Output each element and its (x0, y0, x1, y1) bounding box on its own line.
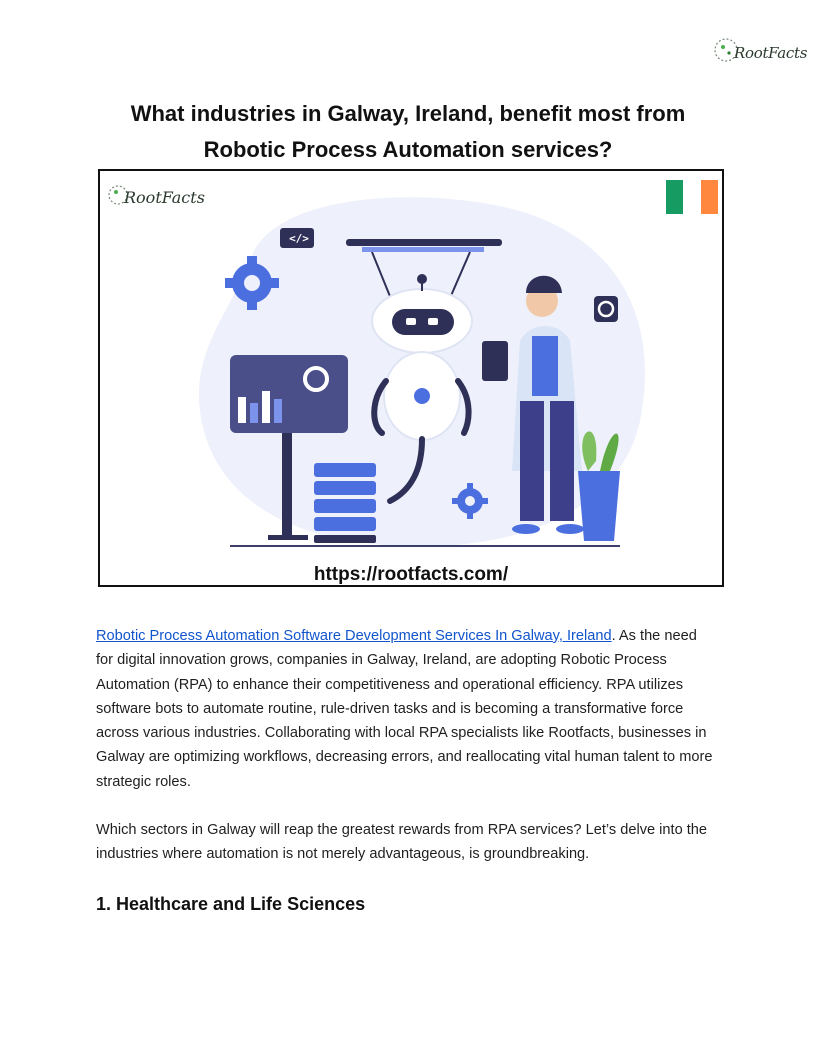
question-paragraph: Which sectors in Galway will reap the greatest rewards from RPA services? Let’s delve into the industries where automation is not merely advantageous, is groundbreaking. (96, 822, 708, 863)
server-rack-icon (314, 463, 376, 543)
hero-logo (108, 181, 205, 211)
dashboard-monitor (230, 355, 348, 433)
chart-badge-icon (594, 296, 618, 322)
rpa-services-link[interactable]: Robotic Process Automation Software Development Services In Galway, Ireland (96, 628, 612, 644)
hero-logo-text: RootFacts (124, 188, 205, 207)
intro-paragraph (96, 624, 716, 794)
flag-white-stripe (683, 180, 700, 214)
ireland-flag-icon (666, 180, 718, 214)
flag-orange-stripe (701, 180, 718, 214)
page-title: What industries in Galway, Ireland, benefit most from Robotic Process Automation services? (130, 101, 686, 162)
flag-green-stripe (666, 180, 683, 214)
code-tag-label: </> (289, 232, 309, 245)
article-body (96, 624, 716, 891)
hero-url: https://rootfacts.com/ (313, 564, 509, 585)
logo-text: RootFacts (734, 44, 808, 62)
brand-logo (712, 34, 808, 68)
rpa-illustration (100, 171, 722, 585)
hero-image (98, 169, 724, 587)
section-heading-healthcare: 1. Healthcare and Life Sciences (96, 894, 366, 914)
intro-paragraph-text: . As the need for digital innovation grows, companies in Galway, Ireland, are adopting Robotic Process Automation (RPA) to enhance their competitiveness and operational efficiency. RPA utilizes software bots to automate routine, rule-driven tasks and is becoming a transformative force across various industries. Collaborating with local RPA specialists like Rootfacts, businesses in Galway are optimizing workflows, decreasing errors, and reallocating vital human talent to more strategic roles. (96, 628, 713, 790)
